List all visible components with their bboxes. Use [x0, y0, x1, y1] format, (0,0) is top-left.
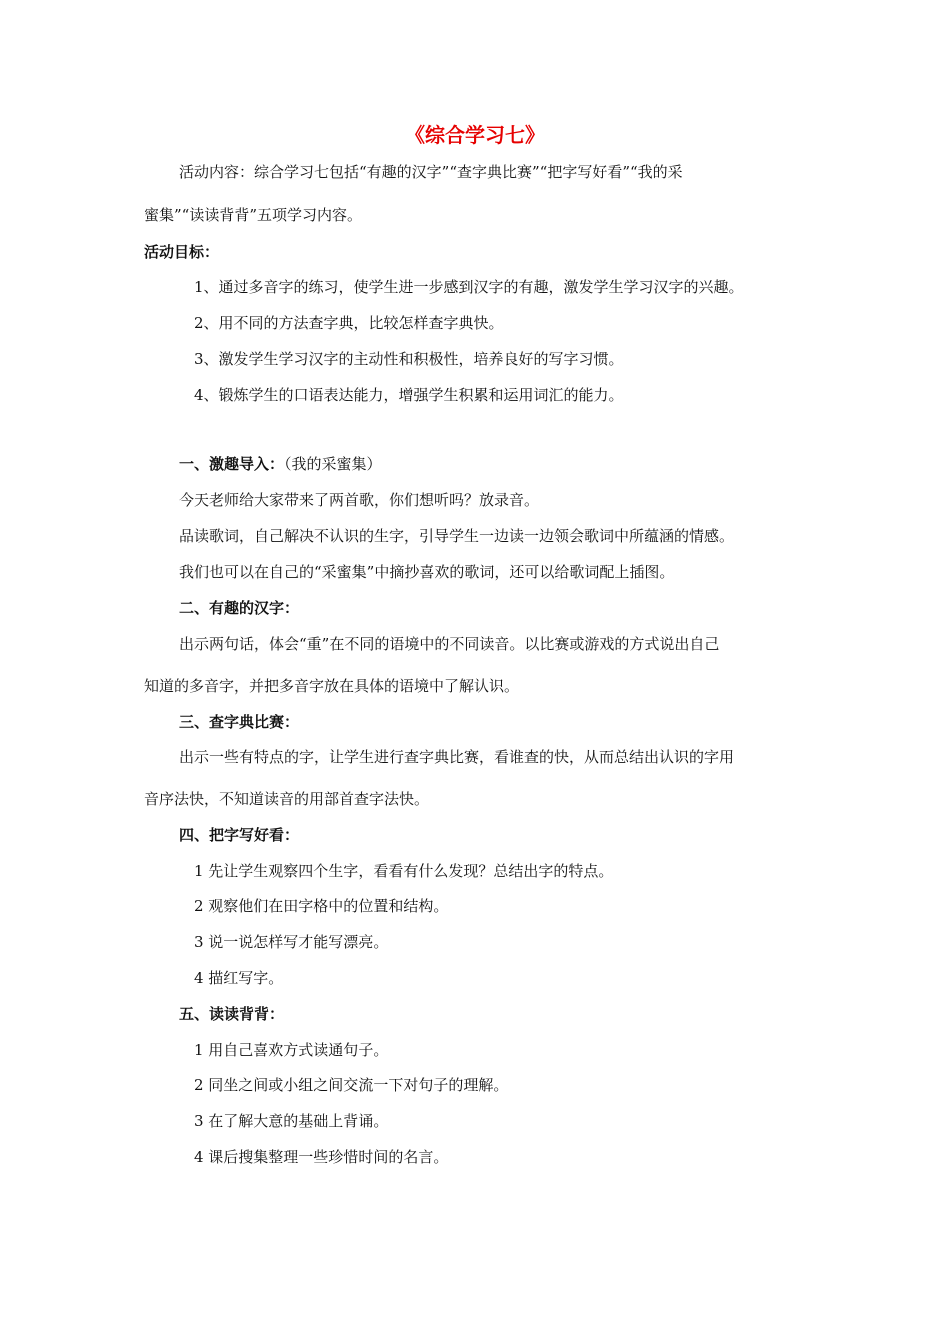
- section-5-heading: 五、读读背背：: [179, 1005, 285, 1023]
- section-3-line-1: 出示一些有特点的字，让学生进行查字典比赛，看谁查的快，从而总结出认识的字用: [179, 748, 735, 766]
- section-4-line-2: 2 观察他们在田字格中的位置和结构。: [194, 897, 449, 915]
- section-2-heading: 二、有趣的汉字：: [179, 599, 300, 617]
- section-2-line-1: 出示两句话，体会“重”在不同的语境中的不同读音。以比赛或游戏的方式说出自己: [179, 635, 720, 653]
- section-4-line-3: 3 说一说怎样写才能写漂亮。: [194, 933, 389, 951]
- section-1-note: （我的采蜜集）: [284, 455, 382, 473]
- section-1-line-3: 我们也可以在自己的“采蜜集”中摘抄喜欢的歌词，还可以给歌词配上插图。: [179, 563, 675, 581]
- section-5-line-3: 3 在了解大意的基础上背诵。: [194, 1112, 389, 1130]
- document-title: 《综合学习七》: [405, 123, 545, 147]
- intro-line-1: 活动内容：综合学习七包括“有趣的汉字”“查字典比赛”“把字写好看”“我的采: [179, 163, 683, 181]
- goals-heading: 活动目标：: [144, 243, 220, 261]
- section-4-line-4: 4 描红写字。: [194, 969, 284, 987]
- goal-item-2: 2、用不同的方法查字典，比较怎样查字典快。: [194, 314, 504, 332]
- section-1-line-1: 今天老师给大家带来了两首歌，你们想听吗？放录音。: [179, 491, 540, 509]
- goal-item-4: 4、锻炼学生的口语表达能力，增强学生积累和运用词汇的能力。: [194, 386, 624, 404]
- goal-item-1: 1、通过多音字的练习，使学生进一步感到汉字的有趣，激发学生学习汉字的兴趣。: [194, 278, 744, 296]
- section-1-heading-line: [179, 453, 382, 475]
- section-5-line-4: 4 课后搜集整理一些珍惜时间的名言。: [194, 1148, 449, 1166]
- section-5-line-1: 1 用自己喜欢方式读通句子。: [194, 1041, 389, 1059]
- section-3-line-2: 音序法快，不知道读音的用部首查字法快。: [144, 790, 430, 808]
- section-2-line-2: 知道的多音字，并把多音字放在具体的语境中了解认识。: [144, 677, 520, 695]
- section-4-line-1: 1 先让学生观察四个生字，看看有什么发现？总结出字的特点。: [194, 862, 614, 880]
- intro-line-2: 蜜集”“读读背背”五项学习内容。: [144, 206, 363, 224]
- section-1-heading: 一、激趣导入：: [179, 455, 285, 473]
- section-5-line-2: 2 同坐之间或小组之间交流一下对句子的理解。: [194, 1076, 509, 1094]
- section-3-heading: 三、查字典比赛：: [179, 713, 300, 731]
- section-4-heading: 四、把字写好看：: [179, 826, 300, 844]
- goal-item-3: 3、激发学生学习汉字的主动性和积极性，培养良好的写字习惯。: [194, 350, 624, 368]
- section-1-line-2: 品读歌词，自己解决不认识的生字，引导学生一边读一边领会歌词中所蕴涵的情感。: [179, 527, 735, 545]
